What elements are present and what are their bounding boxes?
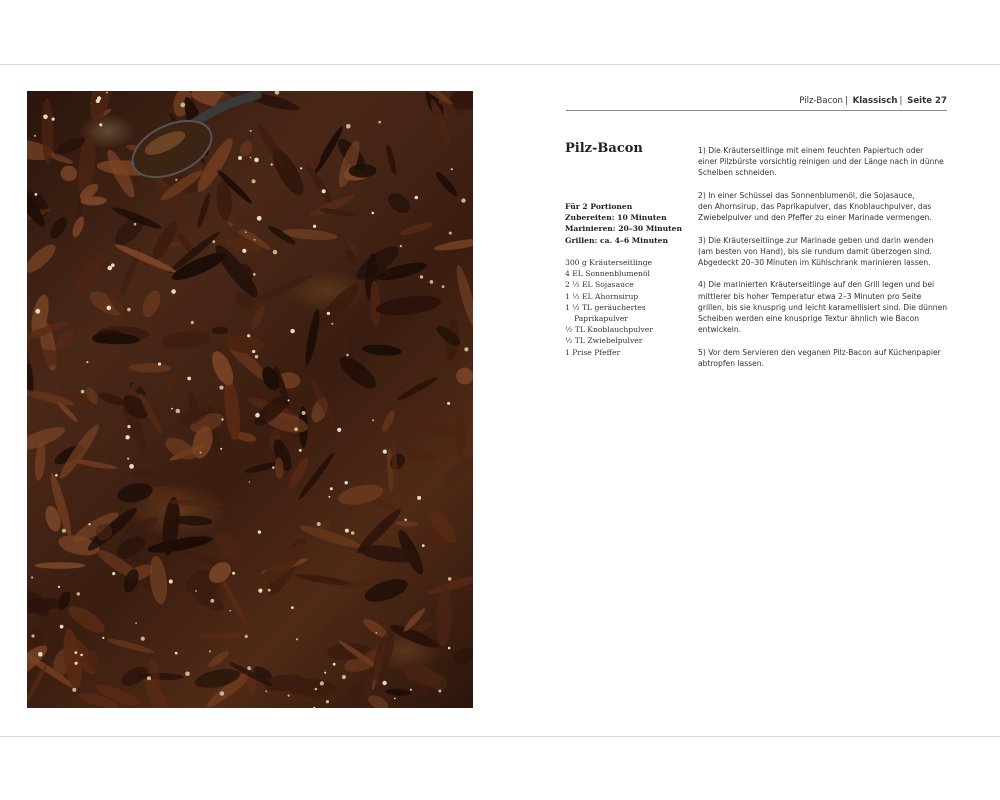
- seasoning-speck: [330, 487, 333, 490]
- recipe-meta: [565, 201, 690, 246]
- seasoning-speck: [252, 179, 256, 183]
- ingredient: 2 ½ EL Sojasauce: [565, 280, 634, 290]
- step-line: 3) Die Kräuterseitlinge zur Marinade geben und darin wenden: [698, 235, 934, 245]
- mushroom-strip: [317, 611, 353, 642]
- mushroom-strip: [319, 207, 360, 218]
- seasoning-speck: [220, 448, 222, 450]
- header-separator: |: [899, 96, 903, 106]
- mushroom-strip: [253, 272, 314, 305]
- seasoning-speck: [372, 419, 374, 421]
- mushroom-strip: [130, 469, 154, 477]
- seasoning-speck: [232, 572, 235, 575]
- header-page-number: Seite 27: [907, 96, 947, 106]
- mushroom-strip: [47, 214, 71, 241]
- seasoning-speck: [464, 347, 468, 351]
- seasoning-speck: [31, 634, 34, 637]
- seasoning-speck: [86, 361, 88, 363]
- mushroom-strip: [97, 390, 126, 408]
- mushroom-strip: [395, 520, 419, 527]
- ingredient: Paprikapulver: [574, 314, 628, 324]
- mushroom-strip: [303, 308, 322, 365]
- mushroom-strip: [129, 363, 171, 373]
- seasoning-speck: [313, 225, 316, 228]
- seasoning-speck: [394, 698, 396, 700]
- mushroom-strip: [453, 264, 473, 329]
- seasoning-speck: [31, 576, 33, 578]
- seasoning-speck: [72, 688, 76, 692]
- seasoning-speck: [346, 124, 351, 129]
- header-separator: |: [844, 96, 848, 106]
- seasoning-speck: [158, 362, 161, 365]
- seasoning-speck: [257, 216, 262, 221]
- seasoning-speck: [175, 652, 178, 655]
- mushroom-strip: [139, 288, 164, 320]
- seasoning-speck: [300, 167, 302, 169]
- seasoning-speck: [176, 409, 181, 414]
- seasoning-speck: [80, 654, 83, 657]
- mushroom-strip: [27, 347, 69, 368]
- mushroom-strip: [380, 409, 397, 434]
- seasoning-speck: [147, 676, 151, 680]
- seasoning-speck: [229, 610, 231, 612]
- mushroom-strip: [399, 220, 434, 237]
- seasoning-speck: [200, 452, 202, 454]
- seasoning-speck: [249, 481, 251, 483]
- seasoning-speck: [219, 386, 223, 390]
- seasoning-speck: [254, 239, 256, 241]
- seasoning-speck: [382, 681, 386, 685]
- seasoning-speck: [255, 413, 260, 418]
- mushroom-strip: [116, 480, 155, 505]
- step-line: Scheiben schneiden.: [698, 168, 777, 178]
- seasoning-speck: [322, 189, 326, 193]
- mushroom-strip: [70, 215, 86, 239]
- seasoning-speck: [449, 232, 452, 235]
- seasoning-speck: [134, 223, 137, 226]
- seasoning-speck: [258, 530, 261, 533]
- header-chapter: Klassisch: [852, 96, 898, 106]
- seasoning-speck: [74, 651, 77, 654]
- seasoning-speck: [221, 418, 223, 420]
- step-line: Abgedeckt 20–30 Minuten im Kühlschrank marinieren lassen.: [698, 258, 931, 267]
- seasoning-speck: [375, 632, 377, 634]
- servings: Für 2 Portionen: [565, 202, 633, 211]
- seasoning-speck: [420, 275, 423, 278]
- seasoning-speck: [247, 666, 251, 670]
- step-line: einer Pilzbürste vorsichtig reinigen und der Länge nach in dünne: [698, 157, 944, 167]
- mushroom-strip: [224, 333, 266, 355]
- mushroom-strip: [395, 375, 439, 403]
- mushroom-strip: [86, 91, 118, 124]
- seasoning-speck: [400, 245, 402, 247]
- seasoning-speck: [342, 675, 346, 679]
- seasoning-speck: [302, 411, 306, 415]
- step-line: 4) Die marinierten Kräuterseitlinge auf den Grill legen und bei: [698, 280, 935, 290]
- seasoning-speck: [238, 156, 242, 160]
- ingredient-list: [565, 257, 690, 358]
- seasoning-speck: [288, 399, 290, 401]
- seasoning-speck: [315, 688, 318, 691]
- seasoning-speck: [108, 266, 113, 271]
- seasoning-speck: [250, 130, 252, 132]
- seasoning-speck: [112, 572, 115, 575]
- seasoning-speck: [430, 280, 434, 284]
- seasoning-speck: [265, 690, 267, 692]
- seasoning-speck: [320, 681, 324, 685]
- header-recipe: Pilz-Bacon: [799, 96, 843, 106]
- mushroom-strip: [384, 189, 413, 217]
- mushroom-strip: [164, 371, 180, 393]
- step-line: entwickeln.: [698, 325, 742, 335]
- mushroom-strip: [362, 343, 402, 357]
- seasoning-speck: [247, 334, 250, 337]
- seasoning-speck: [291, 606, 294, 609]
- instruction-steps: [698, 145, 950, 380]
- step-4: [698, 279, 950, 335]
- seasoning-speck: [38, 652, 43, 657]
- seasoning-speck: [187, 377, 191, 381]
- step-line: grillen, bis sie knusprig und leicht karamellisiert sind. Die dünnen: [698, 302, 948, 312]
- seasoning-speck: [107, 306, 112, 311]
- seasoning-speck: [99, 123, 102, 126]
- step-line: 5) Vor dem Servieren den veganen Pilz-Bacon auf Küchenpapier: [698, 347, 941, 357]
- ingredient: 1 ½ TL geräuchertes: [565, 302, 646, 312]
- seasoning-speck: [88, 523, 90, 525]
- seasoning-speck: [328, 496, 330, 498]
- step-line: abtropfen lassen.: [698, 358, 765, 368]
- seasoning-speck: [35, 309, 40, 314]
- seasoning-speck: [102, 637, 104, 639]
- recipe-title: Pilz-Bacon: [565, 141, 643, 156]
- seasoning-speck: [250, 157, 252, 159]
- mushroom-strip: [27, 422, 67, 455]
- seasoning-speck: [195, 590, 197, 592]
- seasoning-speck: [62, 529, 66, 533]
- seasoning-speck: [331, 323, 333, 325]
- mushroom-strip: [435, 584, 453, 647]
- seasoning-speck: [253, 273, 256, 276]
- mushroom-strip: [433, 170, 459, 199]
- ingredient: 300 g Kräuterseitlinge: [565, 258, 653, 267]
- seasoning-speck: [129, 464, 134, 469]
- mushroom-strip: [335, 351, 381, 393]
- seasoning-speck: [252, 350, 255, 353]
- mushroom-strip: [160, 329, 212, 351]
- seasoning-speck: [127, 425, 130, 428]
- seasoning-speck: [299, 449, 302, 452]
- mushroom-strip: [366, 692, 391, 708]
- seasoning-speck: [255, 355, 259, 359]
- marinate-time: Marinieren: 20–30 Minuten: [565, 224, 683, 234]
- mushroom-strip: [298, 522, 362, 551]
- seasoning-speck: [171, 408, 173, 410]
- mushroom-strip: [342, 679, 368, 708]
- seasoning-speck: [294, 427, 298, 431]
- seasoning-speck: [404, 519, 406, 521]
- mushroom-strip: [238, 139, 255, 158]
- step-line: 2) In einer Schüssel das Sonnenblumenöl, die Sojasauce,: [698, 190, 915, 200]
- seasoning-speck: [337, 428, 341, 432]
- ingredient: ½ TL Knoblauchpulver: [565, 325, 653, 335]
- seasoning-speck: [351, 531, 355, 535]
- seasoning-speck: [171, 289, 176, 294]
- seasoning-speck: [415, 196, 419, 200]
- seasoning-speck: [442, 285, 445, 288]
- seasoning-speck: [106, 92, 108, 94]
- ingredient: 1 ½ EL Ahornsirup: [565, 291, 639, 301]
- mushroom-strip: [27, 240, 60, 277]
- step-line: Scheiben werden eine knusprige Textur ähnlich wie Bacon: [698, 314, 920, 323]
- seasoning-speck: [55, 474, 58, 477]
- seasoning-speck: [268, 589, 271, 592]
- seasoning-speck: [210, 599, 214, 603]
- mushroom-strip: [294, 572, 351, 588]
- mushroom-strip: [60, 166, 77, 182]
- seasoning-speck: [324, 672, 326, 674]
- mushroom-strip: [71, 457, 118, 471]
- mushroom-strip: [54, 328, 78, 351]
- seasoning-speck: [180, 103, 185, 108]
- seasoning-speck: [43, 115, 48, 120]
- mushroom-strip: [456, 408, 466, 458]
- step-line: den Ahornsirup, das Paprikapulver, das Knoblauchpulver, das: [698, 202, 932, 211]
- mushroom-strip: [438, 453, 473, 491]
- mushroom-strip: [146, 533, 214, 556]
- seasoning-speck: [209, 651, 211, 653]
- seasoning-speck: [245, 635, 248, 638]
- seasoning-speck: [35, 193, 38, 196]
- seasoning-speck: [60, 625, 64, 629]
- seasoning-speck: [275, 91, 280, 95]
- seasoning-speck: [258, 589, 262, 593]
- seasoning-speck: [345, 481, 348, 484]
- seasoning-speck: [212, 240, 215, 243]
- seasoning-speck: [135, 622, 137, 624]
- seasoning-speck: [333, 663, 336, 666]
- seasoning-speck: [220, 691, 225, 696]
- seasoning-speck: [383, 450, 387, 454]
- seasoning-speck: [346, 354, 349, 357]
- seasoning-speck: [296, 638, 298, 640]
- step-1: [698, 145, 950, 179]
- step-2: [698, 190, 950, 224]
- seasoning-speck: [34, 135, 36, 137]
- seasoning-speck: [372, 212, 375, 215]
- page-header: [566, 96, 947, 111]
- seasoning-speck: [191, 321, 194, 324]
- seasoning-speck: [111, 263, 115, 267]
- seasoning-speck: [141, 637, 145, 641]
- seasoning-speck: [448, 577, 452, 581]
- step-3: [698, 235, 950, 269]
- seasoning-speck: [185, 672, 190, 677]
- mushroom-strip: [274, 128, 305, 138]
- seasoning-speck: [345, 529, 349, 533]
- mushroom-strip: [434, 237, 473, 253]
- mushroom-strip: [375, 293, 442, 318]
- mushroom-strip: [212, 326, 229, 335]
- mushroom-strip: [453, 365, 473, 388]
- step-line: Zwiebelpulver und den Pfeffer zu einer Marinade vermengen.: [698, 213, 932, 223]
- step-line: 1) Die Kräuterseitlinge mit einem feuchten Papiertuch oder: [698, 146, 924, 155]
- seasoning-speck: [52, 118, 55, 121]
- step-line: mittlerer bis hoher Temperatur etwa 2–3 Minuten pro Seite: [698, 291, 922, 301]
- seasoning-speck: [97, 96, 101, 100]
- step-line: (am besten von Hand), bis sie rundum damit überzogen sind.: [698, 246, 932, 256]
- seasoning-speck: [169, 579, 173, 583]
- ingredient: 1 Prise Pfeffer: [565, 347, 621, 357]
- food-photo: [27, 91, 473, 708]
- seasoning-speck: [127, 458, 129, 460]
- mushroom-strip: [311, 279, 364, 335]
- seasoning-speck: [438, 690, 441, 693]
- mushroom-bacon-photo-icon: [27, 91, 473, 708]
- mushroom-strip: [198, 632, 252, 640]
- seasoning-speck: [326, 700, 329, 703]
- mushroom-strip: [222, 378, 243, 442]
- seasoning-speck: [125, 435, 129, 439]
- seasoning-speck: [81, 390, 85, 394]
- mushroom-strip: [386, 688, 412, 697]
- seasoning-speck: [378, 121, 381, 124]
- seasoning-speck: [288, 695, 290, 697]
- seasoning-speck: [245, 231, 247, 233]
- mushroom-strip: [244, 460, 280, 475]
- mushroom-strip: [69, 250, 109, 299]
- grill-time: Grillen: ca. 4–6 Minuten: [565, 235, 668, 245]
- seasoning-speck: [327, 312, 330, 315]
- seasoning-speck: [422, 544, 425, 547]
- seasoning-speck: [58, 586, 60, 588]
- seasoning-speck: [461, 198, 465, 202]
- seasoning-speck: [317, 522, 321, 526]
- mushroom-strip: [35, 562, 86, 569]
- mushroom-strip: [451, 645, 473, 667]
- seasoning-speck: [242, 249, 246, 253]
- seasoning-speck: [127, 308, 131, 312]
- seasoning-speck: [77, 592, 80, 595]
- seasoning-speck: [313, 707, 315, 708]
- mushroom-strip: [388, 621, 442, 651]
- mushroom-strip: [195, 192, 212, 229]
- step-5: [698, 347, 950, 369]
- seasoning-speck: [410, 689, 412, 691]
- mushroom-strip: [400, 446, 438, 464]
- ingredient: 4 EL Sonnenblumenöl: [565, 269, 650, 279]
- seasoning-speck: [271, 163, 273, 165]
- prep-time: Zubereiten: 10 Minuten: [565, 213, 667, 223]
- mushroom-strip: [147, 555, 169, 605]
- seasoning-speck: [254, 158, 259, 163]
- seasoning-speck: [451, 168, 453, 170]
- seasoning-speck: [447, 402, 450, 405]
- mushroom-strip: [369, 280, 381, 327]
- ingredient: ½ TL Zwiebelpulver: [565, 336, 643, 346]
- seasoning-speck: [272, 466, 275, 469]
- mushroom-strip: [106, 636, 156, 655]
- seasoning-speck: [290, 329, 294, 333]
- seasoning-speck: [273, 250, 277, 254]
- seasoning-speck: [175, 179, 177, 181]
- seasoning-speck: [75, 662, 78, 665]
- seasoning-speck: [417, 496, 421, 500]
- seasoning-speck: [448, 647, 451, 650]
- mushroom-strip: [384, 143, 397, 175]
